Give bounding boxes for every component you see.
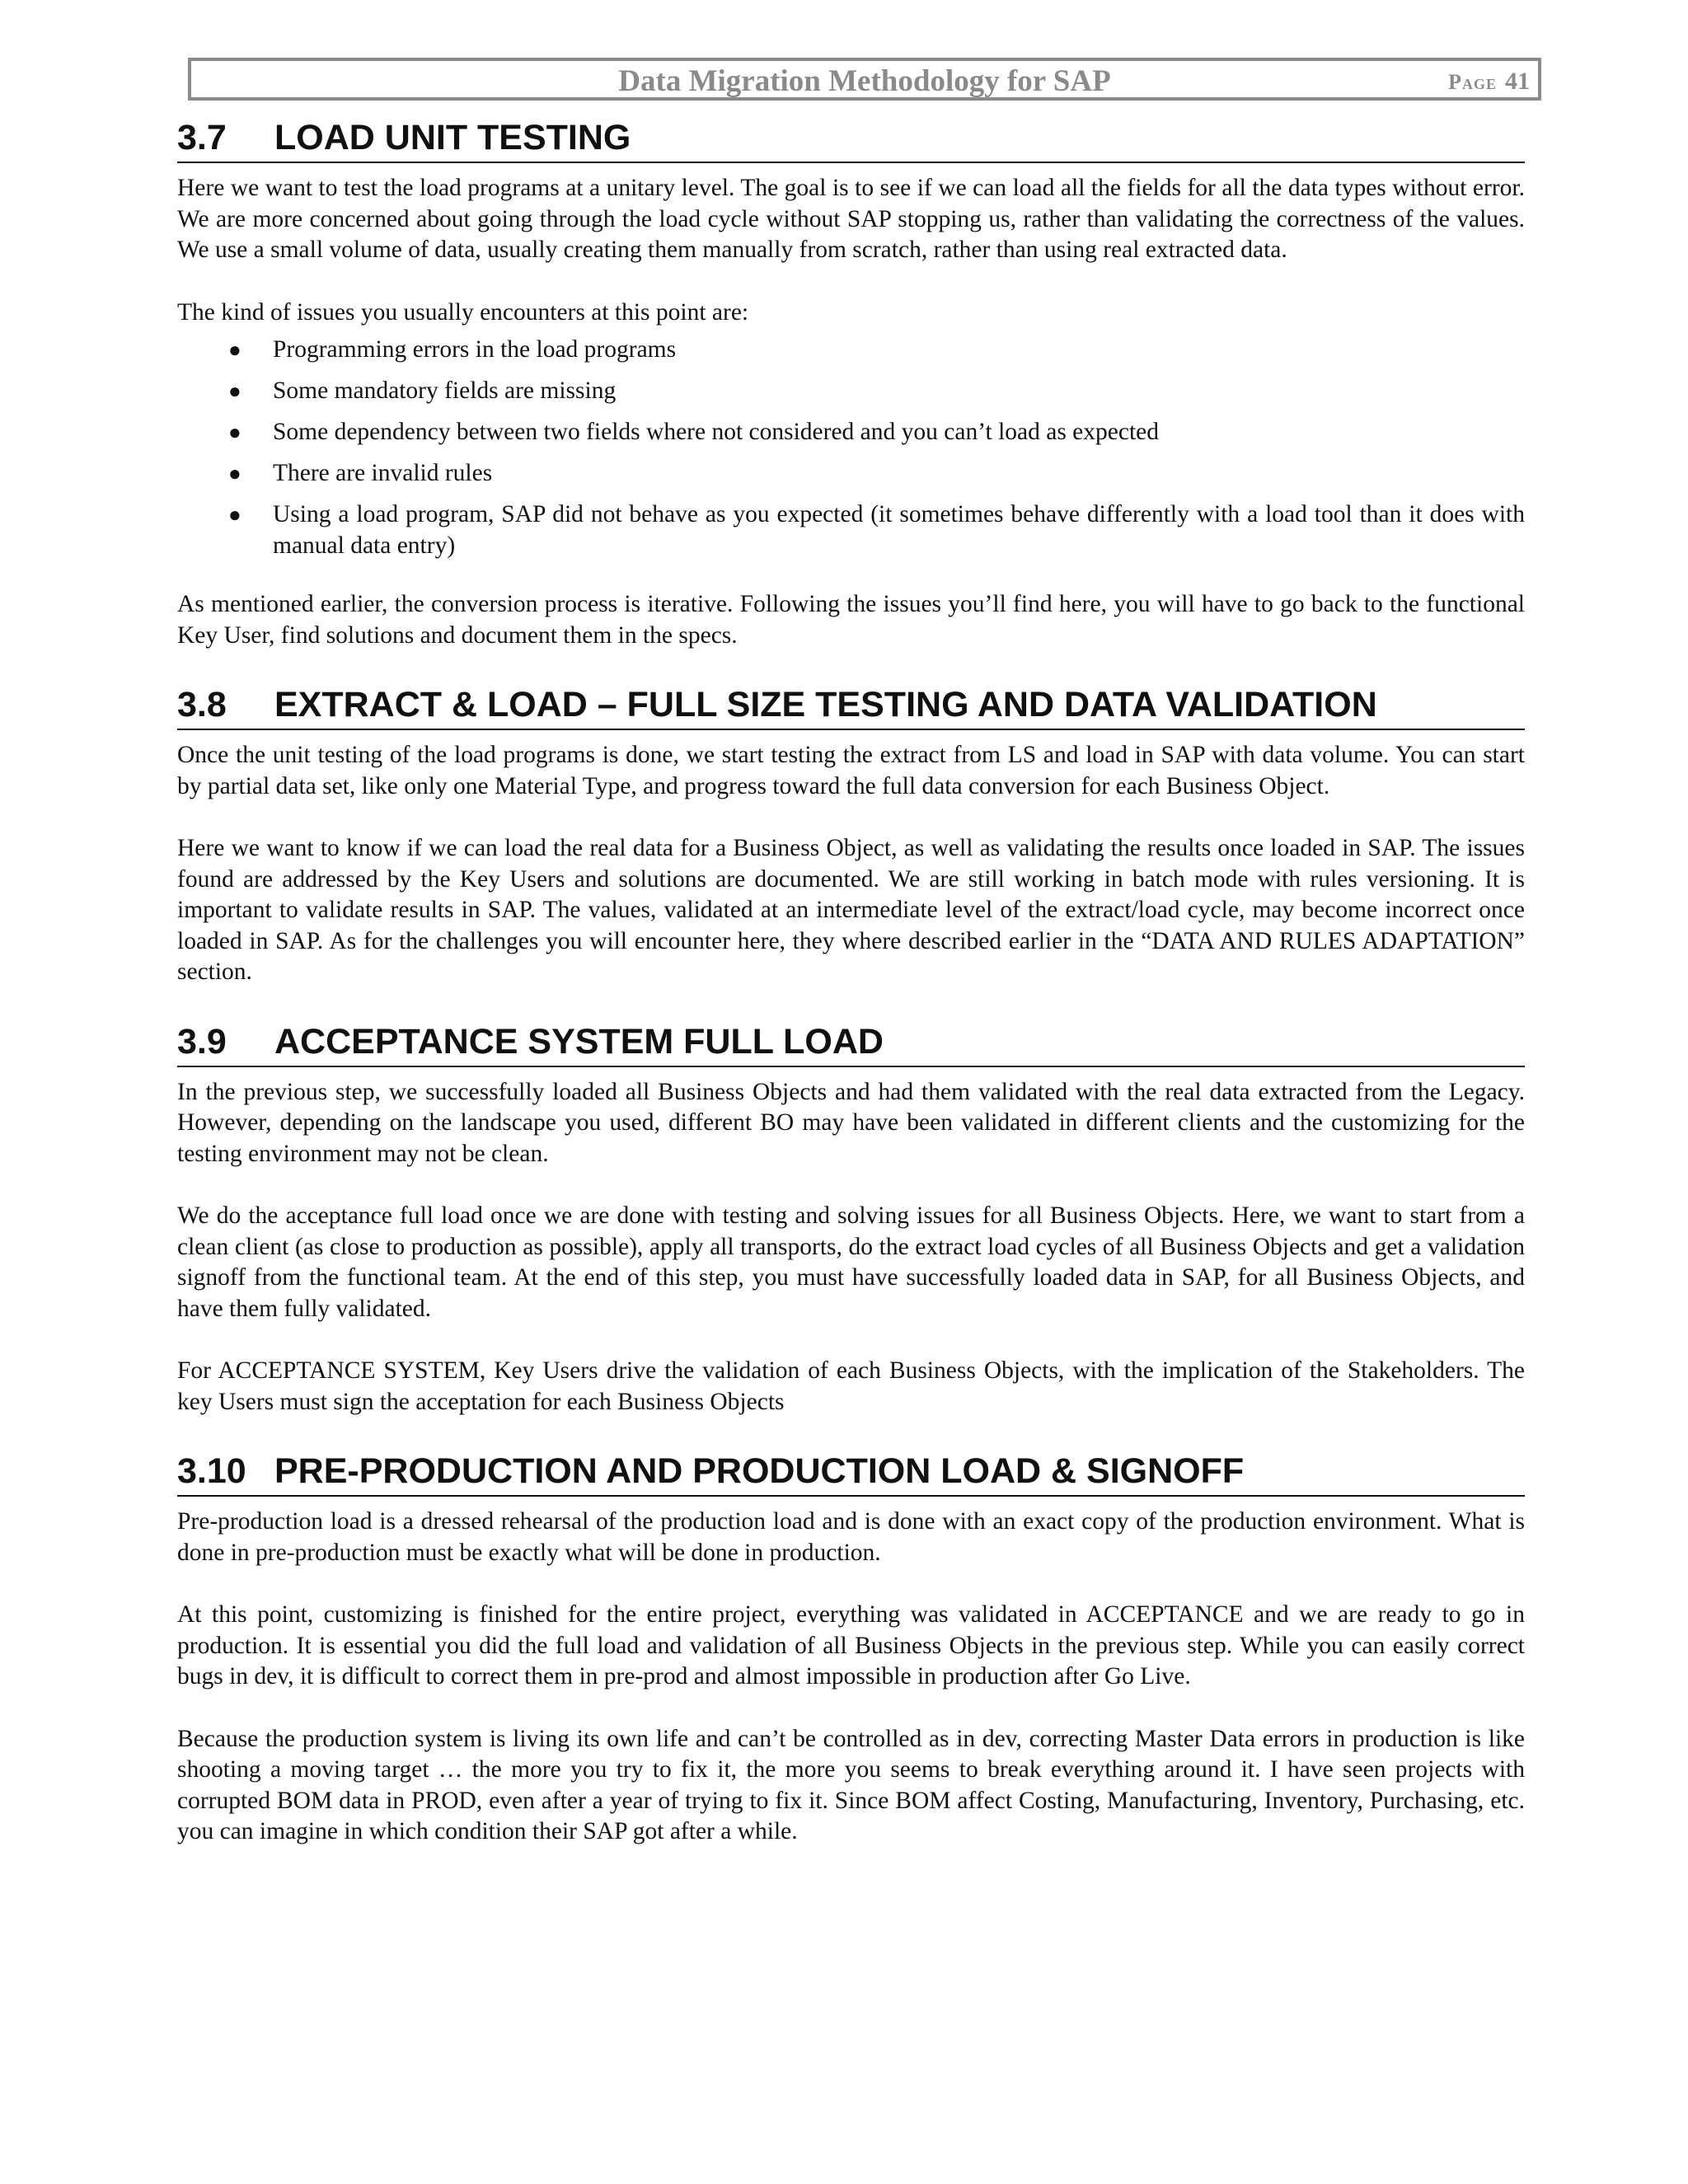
list-item [177, 417, 1525, 448]
paragraph: The kind of issues you usually encounters at this point are: [177, 298, 749, 326]
running-header [188, 58, 1541, 101]
section-heading [177, 1019, 1525, 1067]
list-item [177, 499, 1525, 561]
bullet-icon: ● [228, 338, 241, 362]
paragraph: Here we want to test the load programs at a unitary level. The goal is to see if we can load all the fields for all the data types without error. We are more concerned about going through the load cycle without SAP stopping us, rather than validating the correctness of the values. We use a small volume of data, usually creating them manually from scratch, rather than using real extracted data. [177, 175, 1525, 263]
list-item-text: Some dependency between two fields where not considered and you can’t load as expected [273, 419, 1160, 445]
page-content [177, 115, 1525, 1879]
section-title: LOAD UNIT TESTING [274, 118, 631, 157]
paragraph: For ACCEPTANCE SYSTEM, Key Users drive the validation of each Business Objects, with the implication of the Stakeholders. The key Users must sign the acceptation for each Business Objects [177, 1357, 1525, 1415]
bullet-icon: ● [228, 462, 241, 485]
list-item-text: Programming errors in the load programs [273, 336, 677, 363]
paragraph: Pre-production load is a dressed rehearsal of the production load and is done with an exact copy of the production environment. What is done in pre-production must be exactly what will be done in production. [177, 1508, 1525, 1566]
section-3-8 [177, 682, 1525, 988]
paragraph: In the previous step, we successfully loaded all Business Objects and had them validated with the real data extracted from the Legacy. However, depending on the landscape you used, different BO may have been validated in different clients and the customizing for the testing environment may not be clean. [177, 1078, 1525, 1167]
list-item-text: Some mandatory fields are missing [273, 377, 617, 404]
section-heading [177, 115, 1525, 163]
section-3-10 [177, 1449, 1525, 1848]
paragraph: At this point, customizing is finished for the entire project, everything was validated in ACCEPTANCE and we are ready to go in production. It is essential you did the full load and validation of all Business Objects in the previous step. While you can easily correct bugs in dev, it is difficult to correct them in pre-prod and almost impossible in production after Go Live. [177, 1601, 1525, 1690]
section-title: PRE-PRODUCTION AND PRODUCTION LOAD & SIGNOFF [274, 1451, 1245, 1491]
section-number: 3.10 [177, 1451, 246, 1491]
bullet-icon: ● [228, 503, 241, 527]
list-item-text: Using a load program, SAP did not behave as you expected (it sometimes behave differently with a load tool than it does with manual data entry) [273, 501, 1525, 559]
paragraph: Once the unit testing of the load programs is done, we start testing the extract from LS and load in SAP with data volume. You can start by partial data set, like only one Material Type, and progress toward the full data conversion for each Business Object. [177, 742, 1525, 799]
section-title: EXTRACT & LOAD – FULL SIZE TESTING AND DATA VALIDATION [274, 685, 1377, 724]
section-number: 3.9 [177, 1021, 227, 1062]
list-item [177, 376, 1525, 407]
paragraph: Because the production system is living its own life and can’t be controlled as in dev, correcting Master Data errors in production is like shooting a moving target … the more you try to fix it, the more you seems to break everything around it. I have seen projects with corrupted BOM data in PROD, even after a year of trying to fix it. Since BOM affect Costing, Manufacturing, Inventory, Purchasing, etc. you can imagine in which condition their SAP got after a while. [177, 1725, 1525, 1844]
bullet-icon: ● [228, 420, 241, 444]
page-label: Page [1448, 70, 1497, 94]
header-title: Data Migration Methodology for SAP [618, 64, 1111, 98]
page-number: 41 [1505, 68, 1530, 95]
header-page-number [1448, 64, 1530, 103]
section-number: 3.7 [177, 118, 227, 157]
paragraph: As mentioned earlier, the conversion process is iterative. Following the issues you’ll find here, you will have to go back to the functional Key User, find solutions and document them in the specs. [177, 591, 1525, 649]
section-heading [177, 682, 1525, 730]
issues-list [177, 335, 1525, 561]
section-heading [177, 1449, 1525, 1497]
section-number: 3.8 [177, 685, 227, 724]
bullet-icon: ● [228, 379, 241, 403]
list-item-text: There are invalid rules [273, 460, 493, 486]
section-3-9 [177, 1019, 1525, 1418]
section-3-7 [177, 115, 1525, 651]
list-item [177, 335, 1525, 366]
paragraph: We do the acceptance full load once we are done with testing and solving issues for all Business Objects. Here, we want to start from a clean client (as close to production as possible), apply all transports, do the extract load cycles of all Business Objects and get a validation signoff from the functional team. At the end of this step, you must have successfully loaded data in SAP, for all Business Objects, and have them fully validated. [177, 1202, 1525, 1322]
section-title: ACCEPTANCE SYSTEM FULL LOAD [274, 1021, 884, 1062]
list-item [177, 458, 1525, 490]
paragraph: Here we want to know if we can load the real data for a Business Object, as well as validating the results once loaded in SAP. The issues found are addressed by the Key Users and solutions are documented. We are still working in batch mode with rules versioning. It is important to validate results in SAP. The values, validated at an intermediate level of the extract/load cycle, may become incorrect once loaded in SAP. As for the challenges you will encounter here, they where described earlier in the “DATA AND RULES ADAPTATION” section. [177, 835, 1525, 985]
